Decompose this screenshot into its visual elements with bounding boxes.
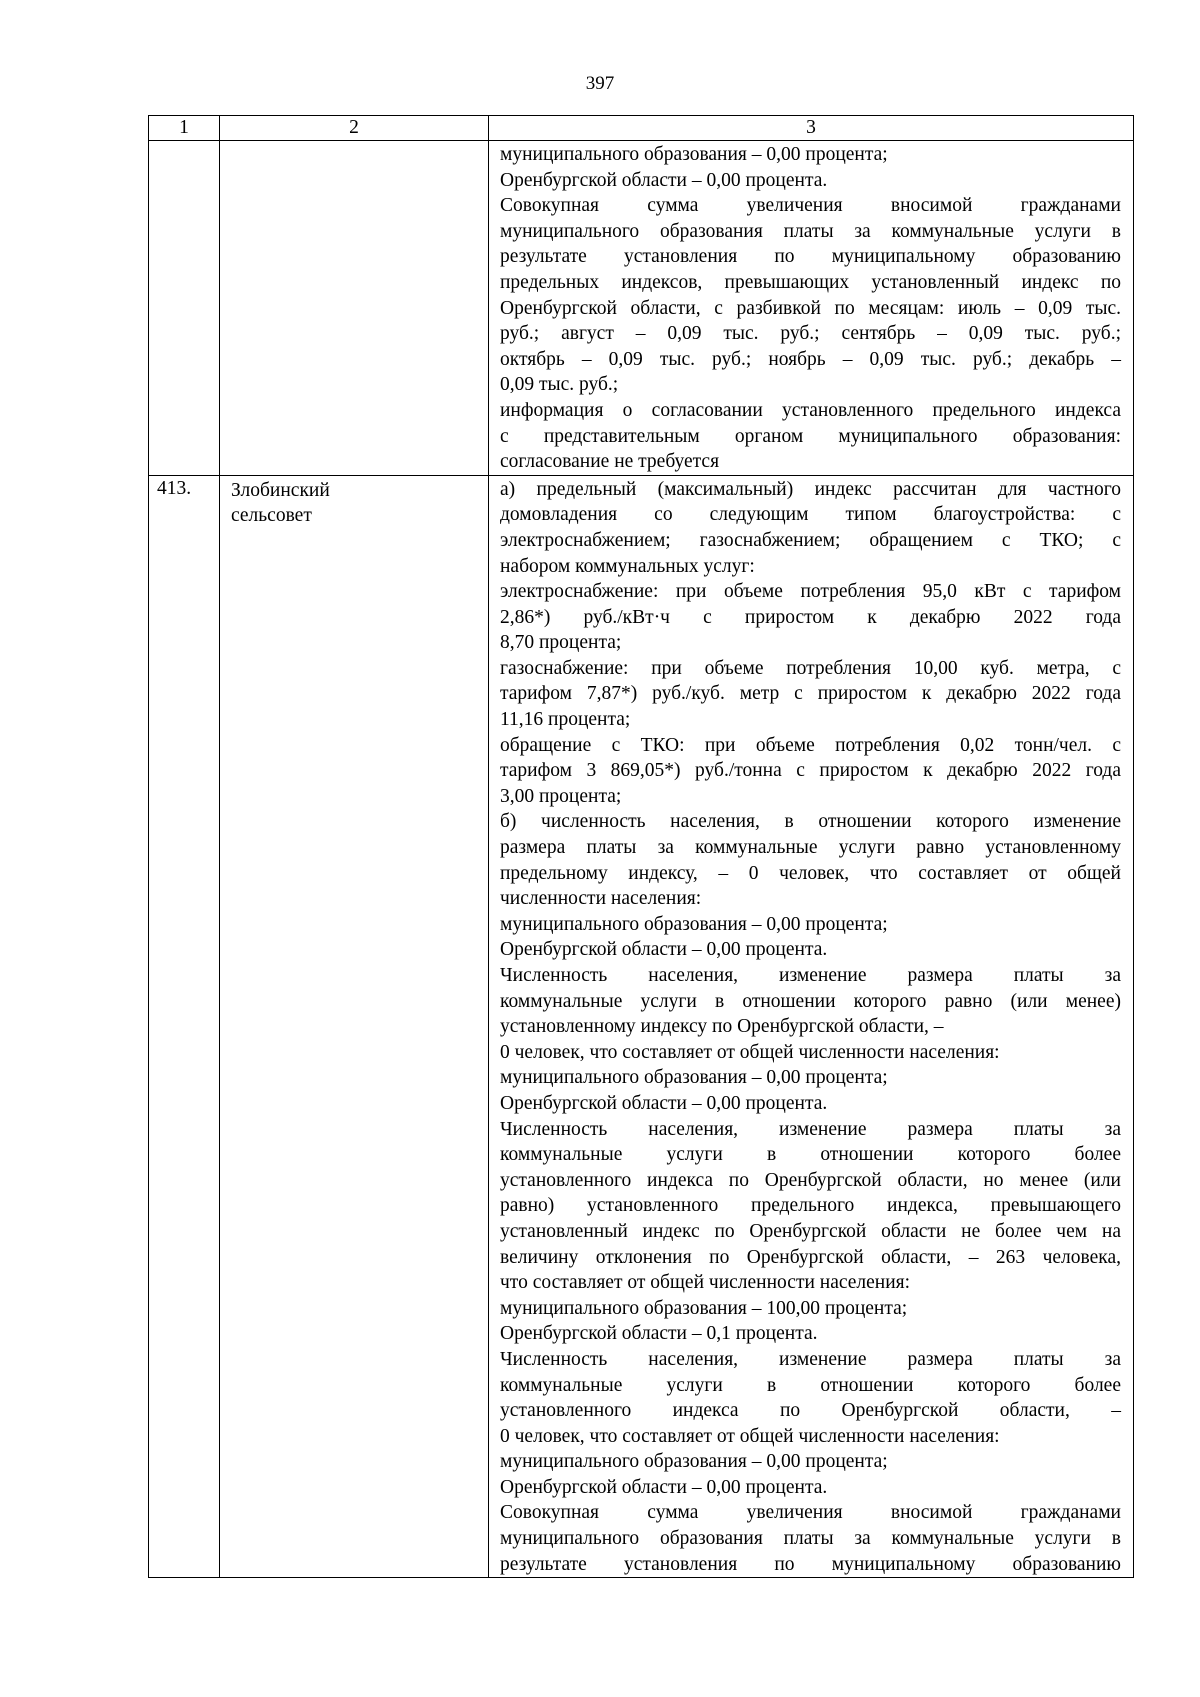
table-header-row [149,116,1134,141]
text-line: коммунальные услуги в отношении которого более [500,1374,1121,1396]
document-table [148,115,1134,1578]
text-line: обращение с ТКО: при объеме потребления 0,02 тонн/чел. с [500,734,1121,756]
text-line: Оренбургской области – 0,00 процента. [500,1476,828,1498]
text-line: муниципального образования – 0,00 процента; [500,1067,888,1089]
row-text-cell [489,475,1134,1578]
row-text-cell-continued [489,141,1134,476]
text-line: муниципального образования платы за коммунальные услуги в [500,1528,1121,1550]
text-line: установленного индекса по Оренбургской области, но менее (или [500,1169,1121,1191]
text-line: Оренбургской области, с разбивкой по месяцам: июль – 0,09 тыс. [500,297,1121,319]
text-line: 8,70 процента; [500,632,622,654]
text-line: Совокупная сумма увеличения вносимой гражданами [500,195,1121,217]
text-line: Численность населения, изменение размера платы за [500,1118,1121,1140]
text-line: тарифом 7,87*) руб./куб. метр с приростом к декабрю 2022 года [500,683,1121,705]
text-line: результате установления по муниципальному образованию [500,1553,1121,1575]
continued-text [489,141,1133,475]
table-row-413 [149,475,1134,1578]
text-line: величину отклонения по Оренбургской области, – 263 человека, [500,1246,1121,1268]
text-line: 0,09 тыс. руб.; [500,374,619,396]
text-line: Численность населения, изменение размера платы за [500,1348,1121,1370]
text-line: муниципального образования – 0,00 процента; [500,144,888,165]
text-line: результате установления по муниципальному образованию [500,246,1121,268]
text-line: коммунальные услуги в отношении которого равно (или менее) [500,990,1121,1012]
text-line: муниципального образования – 0,00 процента; [500,913,888,935]
text-line: 0 человек, что составляет от общей численности населения: [500,1425,1000,1447]
row-name-line: Злобинский [231,479,330,501]
text-line: 2,86*) руб./кВт·ч с приростом к декабрю 2022 года [500,606,1121,628]
row-number-cell-empty [149,141,220,476]
text-line: что составляет от общей численности населения: [500,1272,911,1294]
text-line: электроснабжение: при объеме потребления 95,0 кВт с тарифом [500,581,1121,603]
text-line: численности населения: [500,888,702,910]
text-line: Совокупная сумма увеличения вносимой гражданами [500,1502,1121,1524]
text-line: газоснабжение: при объеме потребления 10,00 куб. метра, с [500,657,1121,679]
text-line: 11,16 процента; [500,709,631,731]
text-line: б) численность населения, в отношении которого изменение [500,811,1121,833]
text-line: Оренбургской области – 0,1 процента. [500,1323,818,1345]
text-line: размера платы за коммунальные услуги равно установленному [500,837,1121,859]
text-line: коммунальные услуги в отношении которого более [500,1144,1121,1166]
text-line: тарифом 3 869,05*) руб./тонна с приростом к декабрю 2022 года [500,760,1121,782]
text-line: набором коммунальных услуг: [500,555,755,577]
text-line: 0 человек, что составляет от общей численности населения: [500,1041,1000,1063]
text-line: муниципального образования – 100,00 процента; [500,1297,908,1319]
text-line: электроснабжением; газоснабжением; обращением с ТКО; с [500,529,1121,551]
text-line: Оренбургской области – 0,00 процента. [500,939,828,961]
text-line: муниципального образования платы за коммунальные услуги в [500,220,1121,242]
table-row-continued [149,141,1134,476]
column-header-1: 1 [149,116,220,141]
text-line: Численность населения, изменение размера платы за [500,965,1121,986]
text-line: равно) установленного предельного индекса, превышающего [500,1195,1121,1217]
text-line: установленного индекса по Оренбургской области, – [500,1400,1121,1422]
text-line: установленному индексу по Оренбургской области, – [500,1016,944,1038]
text-line: домовладения со следующим типом благоустройства: с [500,504,1121,526]
row-name-cell [220,475,489,1578]
text-line: руб.; август – 0,09 тыс. руб.; сентябрь – 0,09 тыс. руб.; [500,323,1121,345]
row-number-cell: 413. [149,475,220,1578]
text-line: Оренбургской области – 0,00 процента. [500,169,828,191]
text-line: информация о согласовании установленного предельного индекса [500,399,1121,421]
page-number: 397 [585,73,615,94]
text-line: 3,00 процента; [500,785,622,807]
row-text [489,476,1133,1578]
text-line: предельных индексов, превышающих установленный индекс по [500,271,1121,293]
text-line: а) предельный (максимальный) индекс рассчитан для частного [500,478,1121,500]
text-line: установленный индекс по Оренбургской области не более чем на [500,1220,1121,1242]
text-line: предельному индексу, – 0 человек, что составляет от общей [500,862,1121,884]
text-line: муниципального образования – 0,00 процента; [500,1451,888,1473]
text-line: согласование не требуется [500,451,720,473]
text-line: с представительным органом муниципального образования: [500,425,1121,447]
column-header-2: 2 [220,116,489,141]
text-line: Оренбургской области – 0,00 процента. [500,1092,828,1114]
row-name-line: сельсовет [231,505,312,527]
row-name-cell-empty [220,141,489,476]
column-header-3: 3 [489,116,1134,141]
text-line: октябрь – 0,09 тыс. руб.; ноябрь – 0,09 тыс. руб.; декабрь – [500,348,1121,370]
